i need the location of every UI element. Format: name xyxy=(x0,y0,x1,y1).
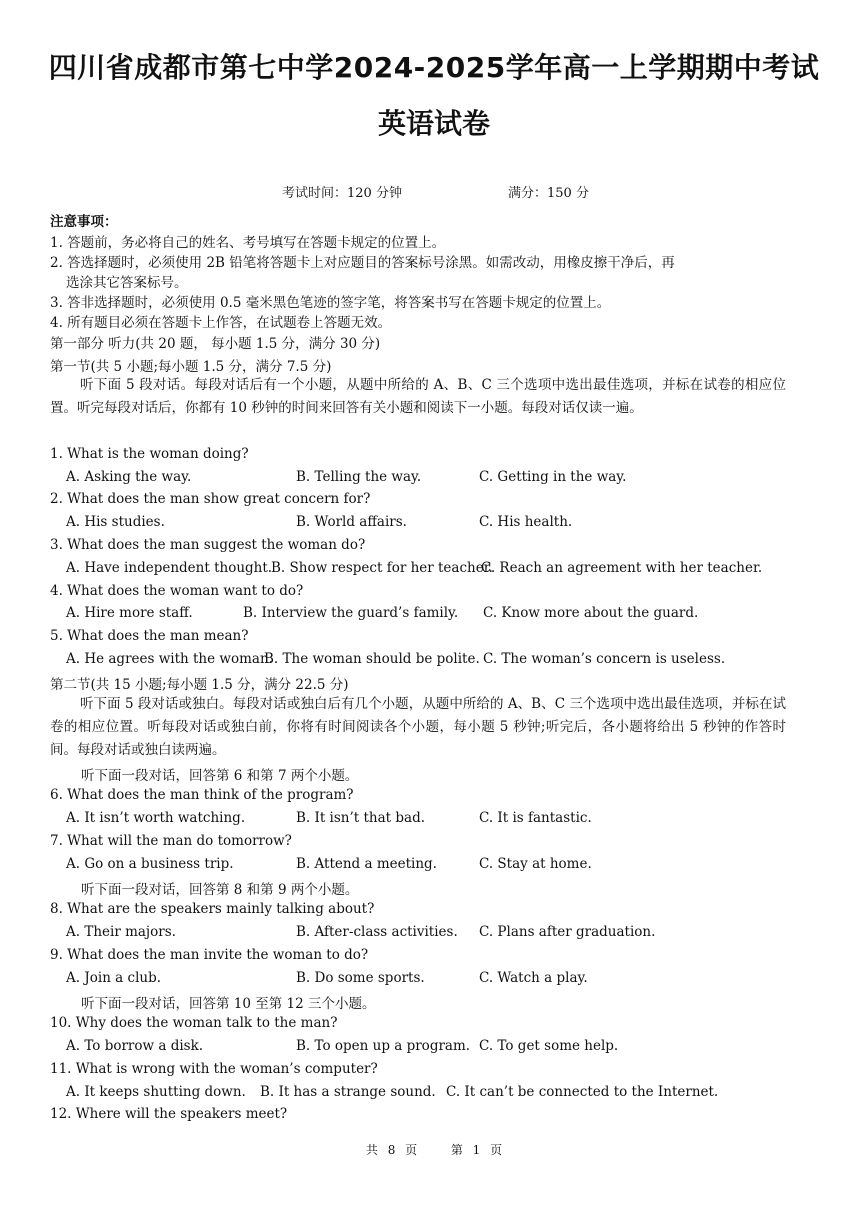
option-a: A. His studies. xyxy=(66,514,165,530)
exam-subject: 英语试卷 xyxy=(377,107,490,140)
option-a: A. Asking the way. xyxy=(66,469,192,485)
note-item: 2. 答选择题时，必须使用 2B 铅笔将答题卡上对应题目的答案标号涂黑。如需改动，用橡皮擦干净后，再 xyxy=(50,255,675,271)
question: 5. What does the man mean? xyxy=(50,628,249,644)
question: 2. What does the man show great concern for? xyxy=(50,491,371,507)
option-b: B. Telling the way. xyxy=(296,469,422,485)
question: 9. What does the man invite the woman to do? xyxy=(50,947,369,963)
section2-title: 第二节(共 15 小题;每小题 1.5 分，满分 22.5 分) xyxy=(50,677,349,693)
total-pages: 共 8 页 xyxy=(365,1143,418,1157)
note-item: 3. 答非选择题时，必须使用 0.5 毫米黑色笔迹的签字笔，将答案书写在答题卡规定的位置上。 xyxy=(50,295,611,311)
option-b: B. The woman should be polite. xyxy=(264,651,480,667)
page-footer xyxy=(0,1141,868,1158)
option-b: B. World affairs. xyxy=(296,514,407,530)
option-a: A. Join a club. xyxy=(66,970,162,986)
option-a: A. Go on a business trip. xyxy=(66,856,234,872)
question: 10. Why does the woman talk to the man? xyxy=(50,1015,338,1031)
section2-instructions: 听下面 5 段对话或独白。每段对话或独白后有几个小题，从题中所给的 A、B、C 三个选项中选出最佳选项，并标在试卷的相应位置。听每段对话或独白前，你将有时间阅读各个小题，每小题 5 秒钟;听完后，各小题将给出 5 秒钟的作答时间。每段对话或独白读两遍。 xyxy=(50,696,786,758)
option-c: C. Watch a play. xyxy=(479,970,588,986)
question: 1. What is the woman doing? xyxy=(50,446,249,462)
option-b: B. Do some sports. xyxy=(296,970,425,986)
option-a: A. Their majors. xyxy=(66,924,176,940)
option-a: A. He agrees with the woman. xyxy=(66,651,273,667)
option-b: B. Attend a meeting. xyxy=(296,856,437,872)
section1-title: 第一节(共 5 小题;每小题 1.5 分，满分 7.5 分) xyxy=(50,359,332,375)
option-a: A. It isn’t worth watching. xyxy=(66,810,246,826)
note-item: 1. 答题前，务必将自己的姓名、考号填写在答题卡规定的位置上。 xyxy=(50,235,446,251)
group-instruction: 听下面一段对话，回答第 10 至第 12 三个小题。 xyxy=(81,996,376,1012)
question: 7. What will the man do tomorrow? xyxy=(50,833,292,849)
option-a: A. It keeps shutting down. xyxy=(66,1084,246,1100)
option-c: C. It can’t be connected to the Internet. xyxy=(446,1084,719,1100)
option-a: A. Have independent thought. xyxy=(66,560,273,576)
option-a: A. To borrow a disk. xyxy=(66,1038,204,1054)
page-number: 第 1 页 xyxy=(450,1143,503,1157)
option-b: B. It isn’t that bad. xyxy=(296,810,426,826)
option-c: C. Getting in the way. xyxy=(479,469,627,485)
option-a: A. Hire more staff. xyxy=(66,605,193,621)
question: 6. What does the man think of the program? xyxy=(50,787,354,803)
option-c: C. The woman’s concern is useless. xyxy=(483,651,726,667)
option-c: C. Plans after graduation. xyxy=(479,924,656,940)
option-b: B. Interview the guard’s family. xyxy=(243,605,459,621)
option-c: C. It is fantastic. xyxy=(479,810,592,826)
part1-title: 第一部分 听力(共 20 题， 每小题 1.5 分，满分 30 分) xyxy=(50,336,381,352)
option-c: C. To get some help. xyxy=(479,1038,619,1054)
option-c: C. Reach an agreement with her teacher. xyxy=(481,560,763,576)
option-c: C. Stay at home. xyxy=(479,856,592,872)
option-b: B. Show respect for her teacher. xyxy=(271,560,493,576)
notes-heading: 注意事项： xyxy=(50,214,118,230)
note-item: 4. 所有题目必须在答题卡上作答，在试题卷上答题无效。 xyxy=(50,315,392,331)
full-score: 满分：150 分 xyxy=(508,186,589,201)
question: 12. Where will the speakers meet? xyxy=(50,1106,288,1122)
question: 4. What does the woman want to do? xyxy=(50,583,304,599)
option-b: B. It has a strange sound. xyxy=(260,1084,436,1100)
group-instruction: 听下面一段对话，回答第 6 和第 7 两个小题。 xyxy=(81,768,359,784)
group-instruction: 听下面一段对话，回答第 8 和第 9 两个小题。 xyxy=(81,882,359,898)
note-item: 选涂其它答案标号。 xyxy=(66,275,188,291)
option-c: C. His health. xyxy=(479,514,573,530)
option-b: B. To open up a program. xyxy=(296,1038,471,1054)
section1-instructions: 听下面 5 段对话。每段对话后有一个小题，从题中所给的 A、B、C 三个选项中选出最佳选项，并标在试卷的相应位置。听完每段对话后，你都有 10 秒钟的时间来回答有关小题和阅读下一小题。每段对话仅读一遍。 xyxy=(50,377,786,416)
option-b: B. After-class activities. xyxy=(296,924,458,940)
question: 8. What are the speakers mainly talking about? xyxy=(50,901,375,917)
option-c: C. Know more about the guard. xyxy=(483,605,699,621)
exam-time: 考试时间：120 分钟 xyxy=(282,186,402,201)
question: 3. What does the man suggest the woman do? xyxy=(50,537,366,553)
exam-title: 四川省成都市第七中学2024-2025学年高一上学期期中考试 xyxy=(48,51,820,84)
question: 11. What is wrong with the woman’s computer? xyxy=(50,1061,378,1077)
